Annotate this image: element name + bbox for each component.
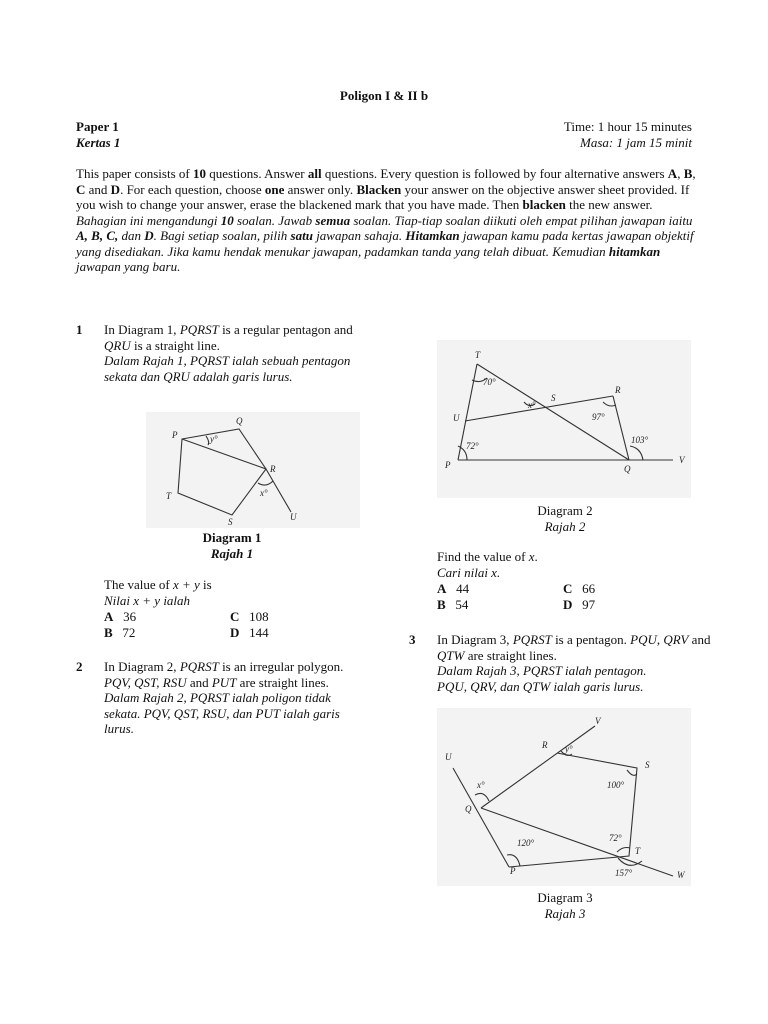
q2-option-d[interactable]: D 97 — [563, 597, 596, 612]
angle-72-label: 72° — [609, 833, 622, 843]
caption-ms: Rajah 1 — [210, 546, 254, 561]
label-v: V — [679, 455, 685, 465]
label-r: R — [542, 740, 548, 750]
angle-103-arc — [630, 446, 643, 460]
label-s: S — [645, 760, 650, 770]
angle-103-label: 103° — [631, 435, 649, 445]
label-r: R — [615, 385, 621, 395]
label-t: T — [635, 846, 641, 856]
q2-prompt-en: Find the value of x. — [437, 549, 538, 564]
angle-100-label: 100° — [607, 780, 625, 790]
label-t: T — [475, 350, 481, 360]
instructions-ms: Bahagian ini mengandungi 10 soalan. Jawab semua soalan. Tiap-tiap soalan diikuti oleh empat pilihan jawapan iaitu A, B, C, dan D. Bagi setiap soalan, pilih satu jawapan sahaja. Hitamkan jawapan kamu pada kertas jawapan objektif yang disediakan. Jika kamu hendak menukar jawapan, padamkan tanda yang telah dibuat. Kemudian hitamkan jawapan yang baru. — [76, 212, 694, 274]
label-q: Q — [236, 416, 243, 426]
angle-x-arc — [258, 481, 273, 485]
label-y: y° — [210, 434, 218, 444]
time-label — [564, 119, 692, 151]
label-v: V — [595, 716, 601, 726]
angle-120-label: 120° — [517, 838, 535, 848]
caption-en: Diagram 1 — [202, 530, 262, 545]
label-u: U — [445, 752, 452, 762]
label-w: W — [677, 870, 685, 880]
caption-ms: Rajah 2 — [544, 519, 586, 534]
time-ms: Masa: 1 jam 15 minit — [580, 135, 692, 150]
label-q: Q — [465, 804, 472, 814]
q1-text — [104, 322, 364, 384]
caption-en: Diagram 2 — [537, 503, 593, 518]
label-p: P — [172, 430, 178, 440]
diagram-1 — [146, 412, 360, 528]
paper-en: Paper 1 — [76, 119, 119, 134]
label-r: R — [270, 464, 276, 474]
angle-x-label: x° — [528, 400, 536, 410]
q3-ms-1: Dalam Rajah 3, PQRST ialah pentagon. — [437, 663, 647, 678]
diagram-3 — [437, 708, 691, 886]
angle-97-arc — [603, 402, 616, 406]
q3-text — [437, 632, 727, 694]
line-qrv — [481, 726, 595, 808]
q1-en: In Diagram 1, PQRST is a regular pentagon and QRU is a straight line. — [104, 322, 353, 353]
q3-number: 3 — [409, 632, 416, 647]
diagram-3-caption — [500, 890, 630, 922]
q3-en: In Diagram 3, PQRST is a pentagon. PQU, QRV and QTW are straight lines. — [437, 632, 711, 663]
label-t: T — [166, 491, 172, 501]
q2-option-a[interactable]: A 44 — [437, 581, 470, 596]
label-s: S — [228, 517, 233, 527]
q1-option-d[interactable]: D 144 — [230, 625, 269, 640]
angle-72-label: 72° — [466, 441, 479, 451]
instructions-en: This paper consists of 10 questions. Answer all questions. Every question is followed by four alternative answers A, B, C and D. For each question, choose one answer only. Blacken your answer on the objective answer sheet provided. If you wish to change your answer, erase the blackened mark that you have made. Then blacken the new answer. — [76, 166, 696, 212]
label-p: P — [445, 460, 451, 470]
angle-y-label: y° — [565, 744, 573, 754]
q1-option-c[interactable]: C 108 — [230, 609, 269, 624]
angle-72-arc — [617, 848, 630, 853]
instructions — [76, 166, 696, 275]
q2-number: 2 — [76, 659, 83, 674]
q2-text — [104, 659, 360, 737]
label-x: x° — [260, 488, 268, 498]
q1-prompt-en: The value of x + y is — [104, 577, 212, 592]
label-p: P — [510, 866, 516, 876]
q2-prompt — [437, 549, 697, 580]
angle-157-label: 157° — [615, 868, 633, 878]
angle-97-label: 97° — [592, 412, 605, 422]
q2-option-c[interactable]: C 66 — [563, 581, 596, 596]
angle-x-arc — [475, 793, 489, 801]
q2-prompt-ms: Cari nilai x. — [437, 564, 501, 580]
label-s: S — [551, 393, 556, 403]
diagonal-pr — [182, 439, 266, 469]
diagram-3-figure — [437, 708, 691, 886]
label-u: U — [290, 512, 297, 522]
diagram-2-caption — [500, 503, 630, 535]
q1-prompt-ms: Nilai x + y ialah — [104, 592, 191, 608]
diagram-1-figure — [146, 412, 360, 528]
time-en: Time: 1 hour 15 minutes — [563, 119, 692, 134]
paper-label — [76, 119, 120, 151]
line-usr — [465, 396, 613, 421]
angle-120-arc — [507, 855, 520, 866]
q1-number: 1 — [76, 322, 83, 337]
angle-100-arc — [627, 770, 637, 775]
q1-prompt — [104, 577, 364, 608]
angle-y-arc — [206, 436, 209, 445]
diagram-2-figure — [437, 340, 691, 498]
q1-option-a[interactable]: A 36 — [104, 609, 137, 624]
q3-ms-2: PQU, QRV, dan QTW ialah garis lurus. — [437, 678, 644, 694]
angle-70-label: 70° — [483, 377, 496, 387]
caption-ms: Rajah 3 — [544, 906, 586, 921]
paper-ms: Kertas 1 — [76, 135, 121, 150]
label-u: U — [453, 413, 460, 423]
q2-ms: Dalam Rajah 2, PQRST ialah poligon tidak sekata. PQV, QST, RSU, dan PUT ialah garis lurus. — [104, 690, 340, 736]
q1-option-b[interactable]: B 72 — [104, 625, 136, 640]
extension-ru — [266, 469, 291, 512]
page-title: Poligon I & II b — [339, 88, 429, 103]
q2-en: In Diagram 2, PQRST is an irregular polygon. PQV, QST, RSU and PUT are straight lines. — [104, 659, 344, 690]
label-q: Q — [624, 464, 631, 474]
diagram-1-caption — [160, 530, 304, 562]
caption-en: Diagram 3 — [537, 890, 593, 905]
pentagon-rstp — [509, 753, 637, 867]
diagram-2 — [437, 340, 691, 498]
q2-option-b[interactable]: B 54 — [437, 597, 469, 612]
angle-x-label: x° — [477, 780, 485, 790]
line-tsq — [477, 364, 629, 460]
q1-ms: Dalam Rajah 1, PQRST ialah sebuah pentagon sekata dan QRU adalah garis lurus. — [104, 353, 351, 384]
